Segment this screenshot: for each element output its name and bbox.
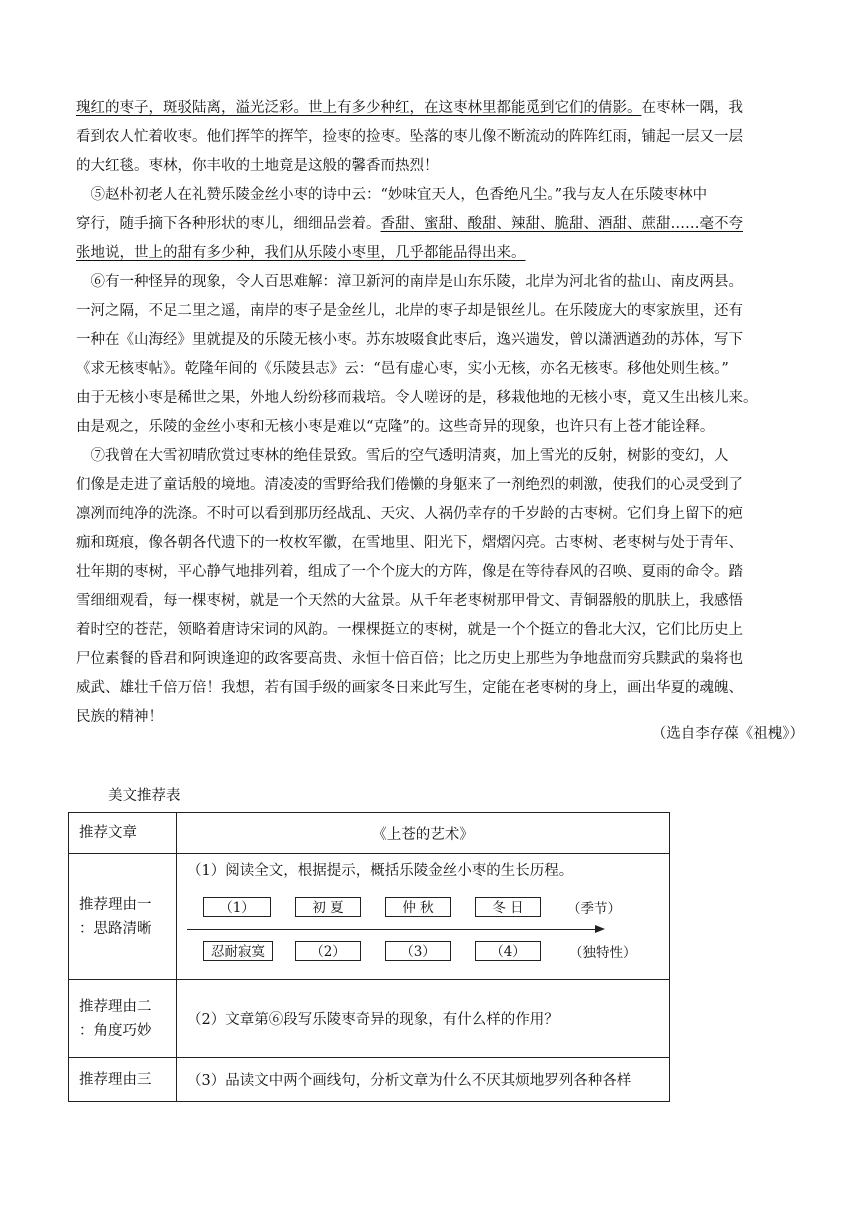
passage-text-run: 看到农人忙着收枣。他们挥竿的挥竿，捡枣的捡枣。坠落的枣儿像不断流动的阵阵红雨，铺起一层又一层 [76, 129, 743, 145]
table-caption: 美文推荐表 [108, 788, 181, 804]
passage-text-run: 痂和斑痕，像各朝各代遗下的一枚枚军徽，在雪地里、阳光下，熠熠闪亮。古枣树、老枣树与处于青年、 [76, 535, 743, 551]
passage-text-run: ⑤赵朴初老人在礼赞乐陵金丝小枣的诗中云：“妙味宜天人，色香绝凡尘。”我与友人在乐陵枣林中 [76, 187, 708, 203]
timeline-box-blank-3: （3） [385, 941, 451, 961]
reason-2-label-line1: 推荐理由二 [79, 998, 152, 1015]
recommendation-table [68, 812, 670, 1102]
row-label-reason-1 [69, 854, 177, 980]
passage-line [76, 214, 743, 234]
timeline-tag-uniqueness: （独特性） [569, 944, 637, 961]
passage-text-run: ⑦我曾在大雪初晴欣赏过枣林的绝佳景致。雪后的空气透明清爽，加上雪光的反射，树影的变幻，人 [76, 448, 729, 464]
passage-text-run: ⑥有一种怪异的现象，令人百思难解：漳卫新河的南岸是山东乐陵，北岸为河北省的盐山、南皮两县。 [76, 274, 743, 290]
passage-line [76, 417, 714, 437]
article-title: 《上苍的艺术》 [177, 813, 670, 854]
growth-timeline-diagram [187, 857, 667, 977]
passage-line [76, 562, 743, 582]
passage-line [76, 678, 743, 698]
timeline-arrow-line [187, 929, 597, 930]
passage-line [76, 591, 743, 611]
passage-line [76, 475, 743, 495]
passage-line [76, 330, 743, 350]
timeline-tag-season: （季节） [567, 900, 621, 917]
timeline-box-blank-1: （1） [203, 897, 271, 917]
passage-text-run: 在枣林一隅，我 [641, 100, 743, 116]
timeline-box-early-summer: 初 夏 [295, 897, 361, 917]
passage-text-run: 由是观之，乐陵的金丝小枣和无核小枣是难以“克隆”的。这些奇异的现象，也许只有上苍才能诠释。 [76, 419, 715, 435]
row-label-article: 推荐文章 [69, 813, 177, 854]
arrow-right-icon [595, 925, 605, 933]
passage-line [76, 707, 163, 727]
table-row-reason-2 [69, 980, 670, 1058]
source-citation: （选自李存葆《祖槐》） [651, 726, 804, 742]
row-label-reason-3: 推荐理由三 [69, 1058, 177, 1102]
timeline-box-blank-4: （4） [475, 941, 541, 961]
timeline-box-winter: 冬 日 [475, 897, 541, 917]
passage-text-run: 着时空的苍茫，领略着唐诗宋词的风韵。一棵棵挺立的枣树，就是一个个挺立的鲁北大汉，它们比历史上 [76, 622, 743, 638]
passage-line [76, 359, 729, 379]
passage-text-run: 民族的精神！ [76, 709, 163, 725]
table-row-article [69, 813, 670, 854]
underlined-sentence: 张地说，世上的甜有多少种，我们从乐陵小枣里，几乎都能品得出来。 [76, 245, 526, 261]
passage-text-run: 一种在《山海经》里就提及的乐陵无核小枣。苏东坡啜食此枣后，逸兴遄发，曾以潇洒遒劲的苏体，写下 [76, 332, 743, 348]
question-2-text: （2）文章第⑥段写乐陵枣奇异的现象，有什么样的作用？ [177, 980, 670, 1058]
reason-2-label-line2: ：角度巧妙 [79, 1022, 152, 1039]
passage-text-run: 尸位素餐的昏君和阿谀逢迎的政客要高贵、永恒十倍百倍；比之历史上那些为争地盘而穷兵黩武的枭将也 [76, 651, 743, 667]
passage-text-run: 由于无核小枣是稀世之果，外地人纷纷移而栽培。令人嗟讶的是，移栽他地的无核小枣，竟又生出核儿来。 [76, 390, 758, 406]
passage-line [76, 98, 743, 118]
table-row-reason-3 [69, 1058, 670, 1102]
passage-line [76, 243, 526, 263]
passage-line [76, 649, 743, 669]
passage-line [76, 620, 743, 640]
question-1-text: （1）阅读全文，根据提示，概括乐陵金丝小枣的生长历程。 [187, 862, 574, 879]
passage-line [76, 156, 439, 176]
passage-text-run: 凛冽而纯净的洗涤。不时可以看到那历经战乱、天灾、人祸仍幸存的千岁龄的古枣树。它们身上留下的疤 [76, 506, 743, 522]
passage-text-run: 的大红毯。枣林，你丰收的土地竟是这般的馨香而热烈！ [76, 158, 439, 174]
passage-line [76, 504, 743, 524]
passage-text-run: 们像是走进了童话般的境地。清凌凌的雪野给我们倦懒的身躯来了一剂绝烈的刺激，使我们的心灵受到了 [76, 477, 743, 493]
passage-line [76, 446, 729, 466]
table-row-reason-1 [69, 854, 670, 980]
passage-line [76, 185, 707, 205]
underlined-sentence: 瑰红的枣子，斑驳陆离，溢光泛彩。世上有多少种红，在这枣林里都能觅到它们的倩影。 [76, 100, 642, 116]
passage-line [76, 127, 743, 147]
timeline-box-blank-2: （2） [295, 941, 361, 961]
passage-line [76, 533, 743, 553]
passage-line [76, 301, 743, 321]
question-3-text: （3）品读文中两个画线句，分析文章为什么不厌其烦地罗列各种各样 [177, 1058, 670, 1102]
passage-text-run: 壮年期的枣树，平心静气地排列着，组成了一个个庞大的方阵，像是在等待春风的召唤、夏雨的命令。踏 [76, 564, 743, 580]
passage-text-run: 《求无核枣帖》。乾隆年间的《乐陵县志》云：“邑有虚心枣，实小无核，亦名无核枣。移他处则生核。” [76, 361, 729, 377]
passage-text-run: 威武、雄壮千倍万倍！我想，若有国手级的画家冬日来此写生，定能在老枣树的身上，画出华夏的魂魄、 [76, 680, 743, 696]
passage-text-run: 雪细细观看，每一棵枣树，就是一个天然的大盆景。从千年老枣树那甲骨文、青铜器般的肌肤上，我感悟 [76, 593, 743, 609]
underlined-sentence: 香甜、蜜甜、酸甜、辣甜、脆甜、酒甜、蔗甜……毫不夸 [380, 216, 743, 232]
passage-line [76, 388, 758, 408]
passage-text-run: 穿行，随手摘下各种形状的枣儿，细细品尝着。 [76, 216, 381, 232]
passage-text-run: 一河之隔，不足二里之遥，南岸的枣子是金丝儿，北岸的枣子却是银丝儿。在乐陵庞大的枣家族里，还有 [76, 303, 743, 319]
timeline-box-patience: 忍耐寂寞 [203, 941, 273, 961]
reason-1-content [177, 854, 670, 980]
passage-line [76, 272, 743, 292]
timeline-box-mid-autumn: 仲 秋 [385, 897, 451, 917]
reason-1-label-line2: ：思路清晰 [79, 920, 152, 937]
row-label-reason-2 [69, 980, 177, 1058]
reason-1-label-line1: 推荐理由一 [79, 896, 152, 913]
